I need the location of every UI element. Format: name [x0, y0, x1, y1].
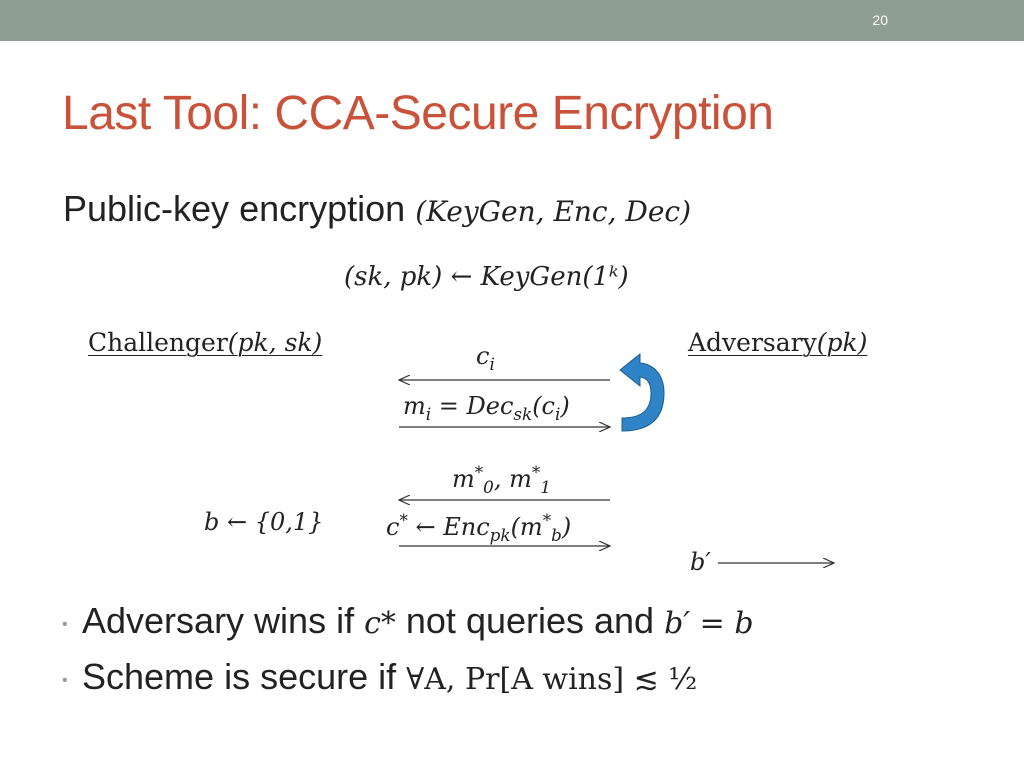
challenge-m1-sub: 1 [540, 476, 551, 497]
challenge-c-sup: * [399, 510, 408, 530]
bullet-math: b′ = b [664, 606, 754, 641]
bullet-text: Adversary wins if [82, 600, 365, 641]
bullet-dot-icon: • [62, 672, 68, 689]
query-c-sub: i [489, 353, 495, 374]
guess-label: b′ [690, 548, 711, 576]
challenge-c: c [386, 513, 400, 541]
challenge-m0-sup: * [474, 462, 484, 482]
challenge-enc-sub: pk [489, 524, 511, 545]
bit-choice: b ← {0,1} [204, 508, 324, 536]
challenge-m1: , m [493, 465, 532, 493]
challenger-name: Challenger [88, 328, 228, 357]
bullet-text: Scheme is secure if [82, 656, 407, 697]
challenge-mb-close: ) [561, 513, 572, 541]
keygen-line: (sk, pk) ← KeyGen(1ᵏ) [344, 262, 629, 292]
adversary-args: (pk) [816, 328, 868, 357]
subtitle-text: Public-key encryption [63, 188, 406, 229]
bullet-list [62, 600, 754, 712]
query-arg-sub: i [555, 403, 561, 424]
bullet-math: c* [364, 606, 396, 641]
subtitle-tuple: (KeyGen, Enc, Dec) [415, 195, 692, 228]
bullet-item [62, 600, 754, 656]
bullet-text: not queries and [395, 600, 665, 641]
query-arg: (c [532, 392, 555, 420]
slide-number: 20 [872, 12, 888, 28]
query-close: ) [560, 392, 570, 420]
challenge-mb: (m [510, 513, 543, 541]
bullet-item [62, 656, 754, 712]
challenge-mb-sup: * [542, 510, 552, 530]
adversary-name: Adversary [688, 328, 817, 357]
bullet-math: ∀A, Pr[A wins] ≲ ½ [406, 662, 698, 697]
challenger-args: (pk, sk) [227, 328, 323, 357]
query-eq: = Dec [438, 392, 514, 420]
query-c: c [476, 342, 490, 370]
slide-title: Last Tool: CCA-Secure Encryption [62, 87, 774, 140]
query-m: m [403, 392, 426, 420]
challenge-enc: ← Enc [407, 513, 490, 541]
bullet-dot-icon: • [62, 616, 68, 633]
query-m-sub: i [425, 403, 432, 424]
query-dec-sub: sk [513, 403, 533, 424]
challenge-m0-sub: 0 [483, 476, 494, 497]
challenge-m1-sup: * [531, 462, 541, 482]
challenge-mb-sub: b [551, 524, 562, 545]
challenge-m0: m [452, 465, 475, 493]
repeat-loop-icon [620, 354, 664, 431]
